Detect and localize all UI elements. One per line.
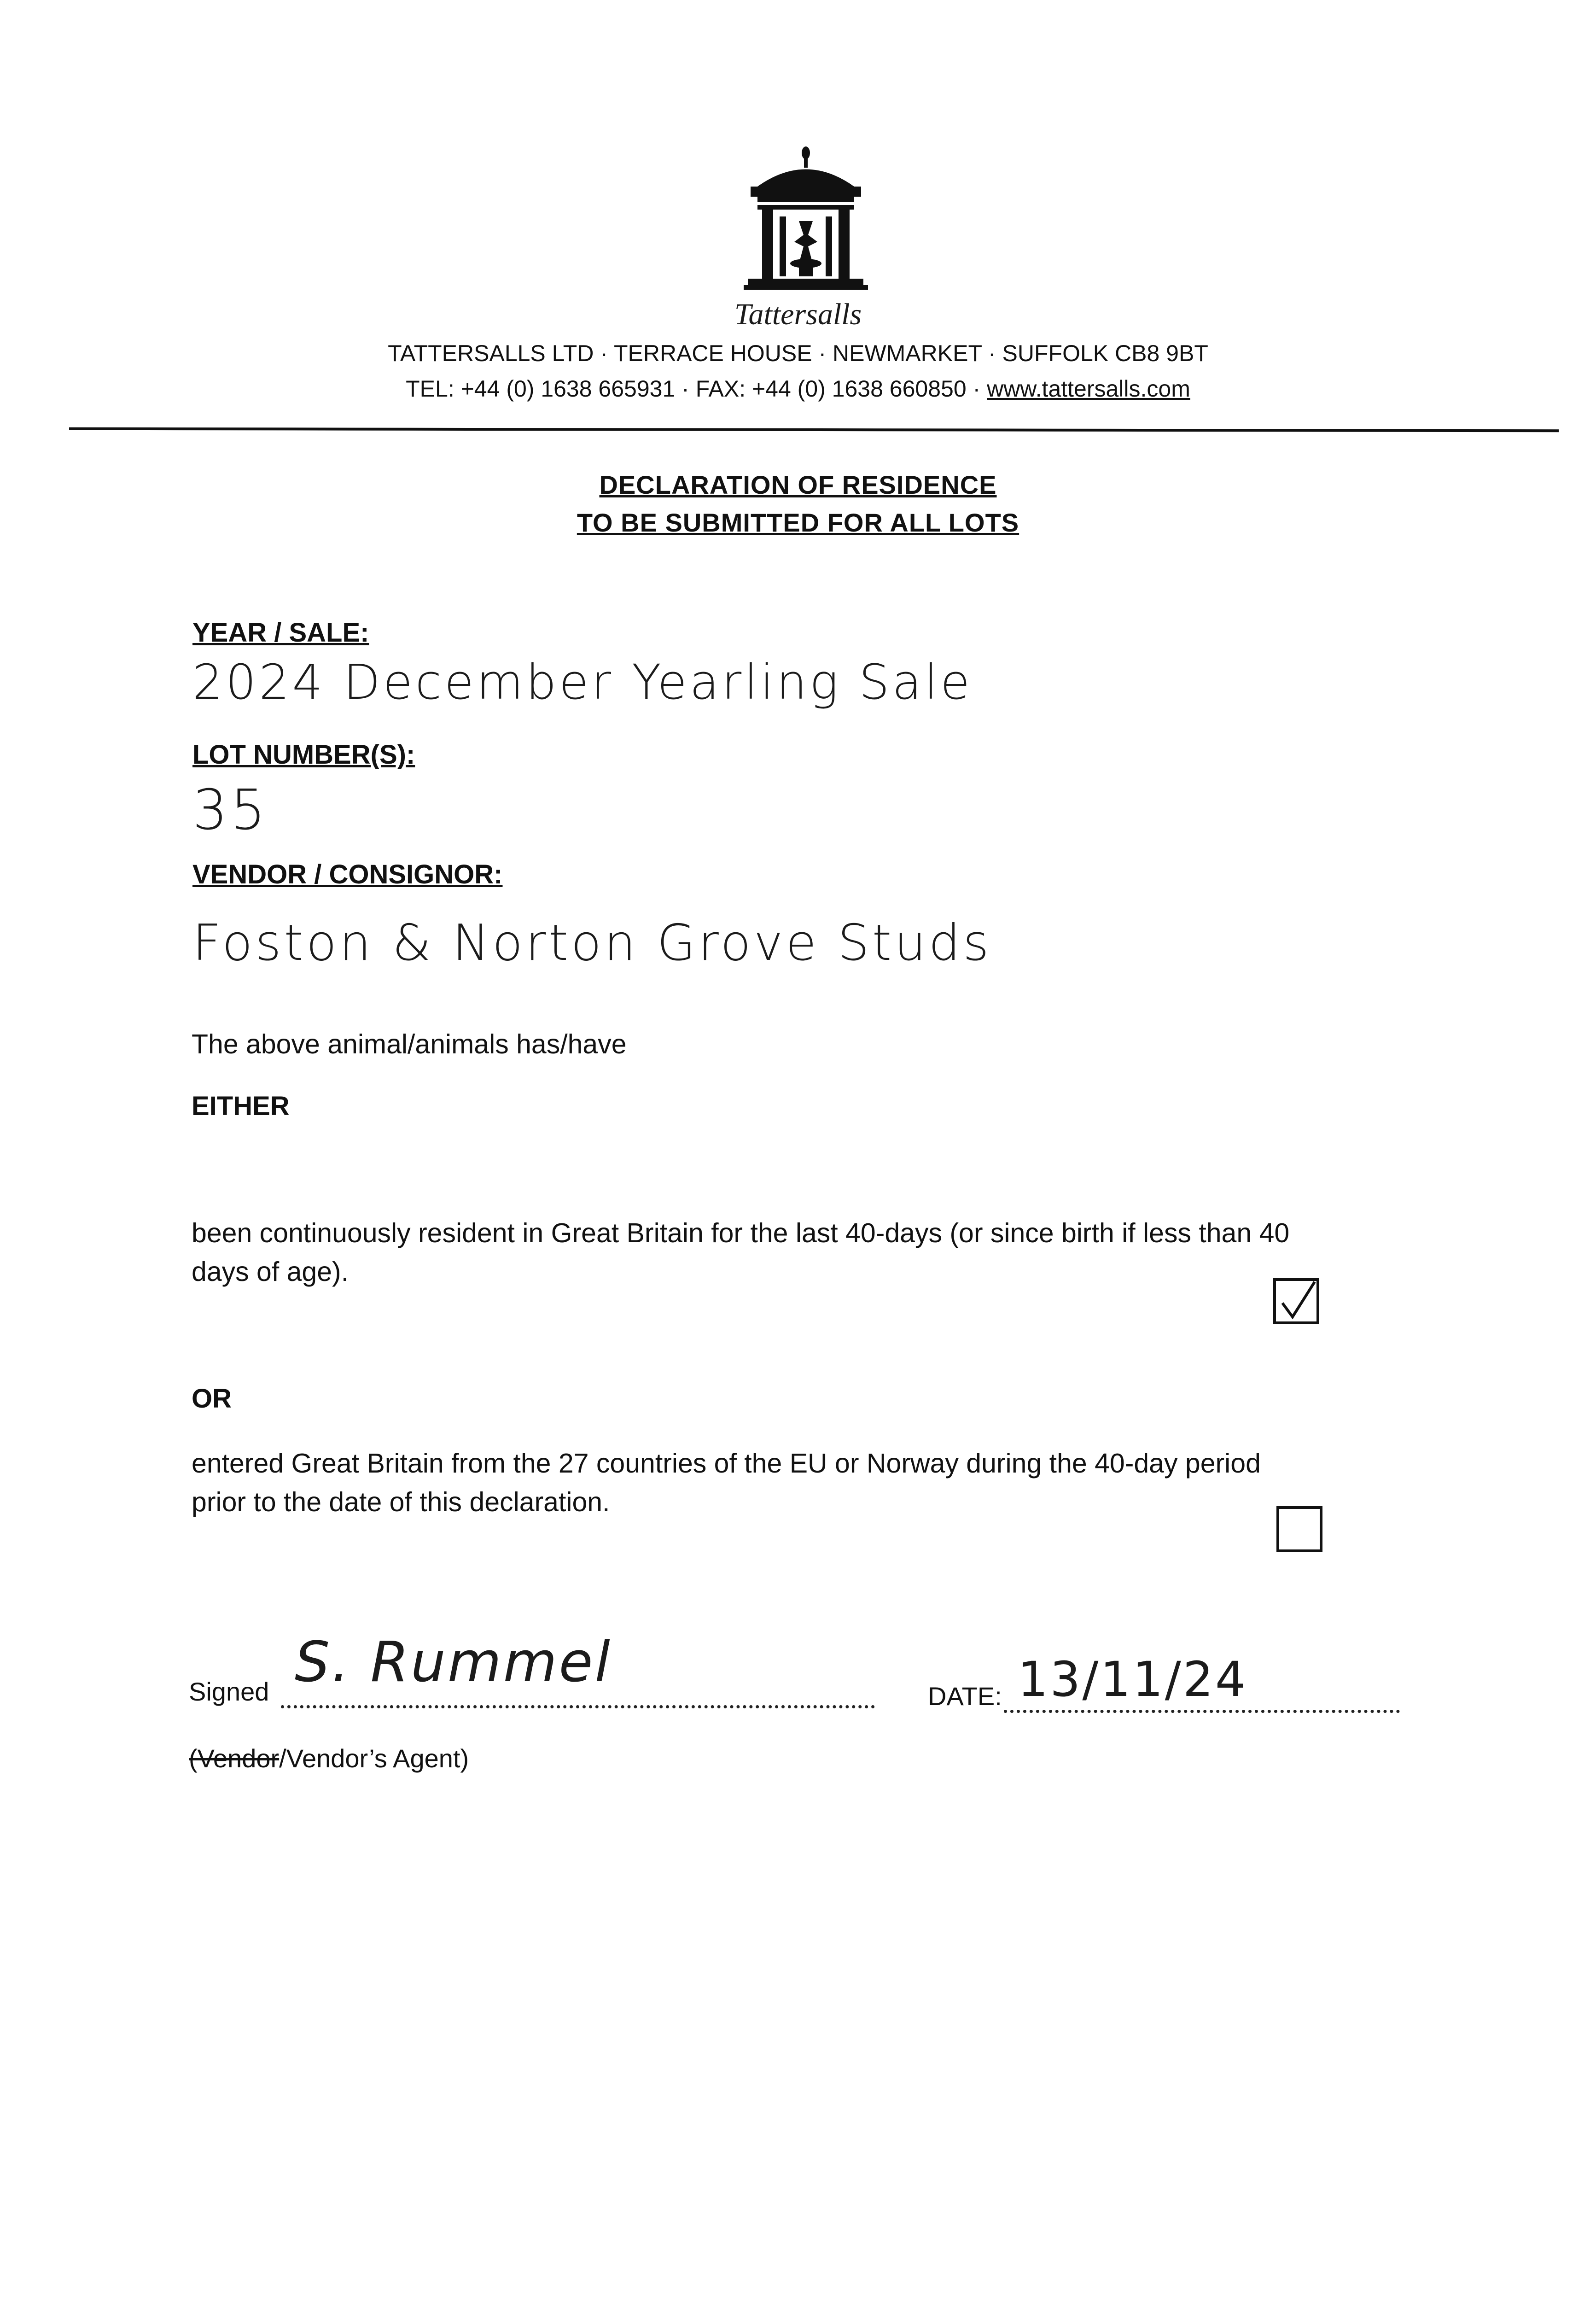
document-subtitle: TO BE SUBMITTED FOR ALL LOTS: [577, 508, 1019, 537]
option-entered-line2: prior to the date of this declaration.: [192, 1487, 610, 1517]
or-heading: OR: [192, 1384, 232, 1414]
either-heading: EITHER: [192, 1091, 290, 1121]
contact-numbers: TEL: +44 (0) 1638 665931 · FAX: +44 (0) 1638 660850 ·: [406, 376, 987, 402]
option-entered-checkbox[interactable]: [1276, 1506, 1322, 1552]
company-contact: [0, 375, 1596, 402]
year-sale-label: YEAR / SALE:: [192, 618, 369, 648]
header-divider: [69, 427, 1559, 433]
option-resident-checkbox[interactable]: [1273, 1278, 1319, 1324]
statement-intro: The above animal/animals has/have: [192, 1029, 627, 1059]
option-entered-text: [192, 1444, 1435, 1521]
option-resident-line1: been continuously resident in Great Britain for the last 40-days (or since birth if less than 40: [192, 1218, 1290, 1248]
date-label: DATE:: [928, 1682, 1002, 1711]
role-agent: /Vendor’s Agent): [279, 1744, 469, 1773]
signature-line: [281, 1705, 875, 1708]
lot-number-label: LOT NUMBER(S):: [192, 740, 415, 770]
signature-value: S. Rummel: [295, 1631, 612, 1695]
company-address: TATTERSALLS LTD · TERRACE HOUSE · NEWMARKET · SUFFOLK CB8 9BT: [388, 340, 1208, 366]
website-link[interactable]: www.tattersalls.com: [987, 376, 1190, 402]
tattersalls-rotunda-logo-icon: [739, 143, 873, 295]
document-title: DECLARATION OF RESIDENCE: [599, 470, 997, 499]
date-value: 13/11/24: [1018, 1651, 1248, 1707]
vendor-label: VENDOR / CONSIGNOR:: [192, 859, 503, 889]
option-resident-line2: days of age).: [192, 1257, 349, 1287]
lot-number-value: 35: [192, 778, 268, 842]
vendor-value: Foston & Norton Grove Studs: [192, 914, 992, 972]
signed-label: Signed: [189, 1677, 269, 1706]
brand-name: Tattersalls: [734, 298, 862, 331]
option-resident-text: [192, 1214, 1435, 1291]
signatory-role: [189, 1743, 469, 1773]
year-sale-value: 2024 December Yearling Sale: [192, 654, 973, 710]
checkmark-icon: [1276, 1281, 1316, 1321]
option-entered-line1: entered Great Britain from the 27 countries of the EU or Norway during the 40-day period: [192, 1448, 1261, 1479]
role-vendor-struck: (Vendor: [189, 1744, 280, 1773]
date-line: [1004, 1710, 1400, 1713]
